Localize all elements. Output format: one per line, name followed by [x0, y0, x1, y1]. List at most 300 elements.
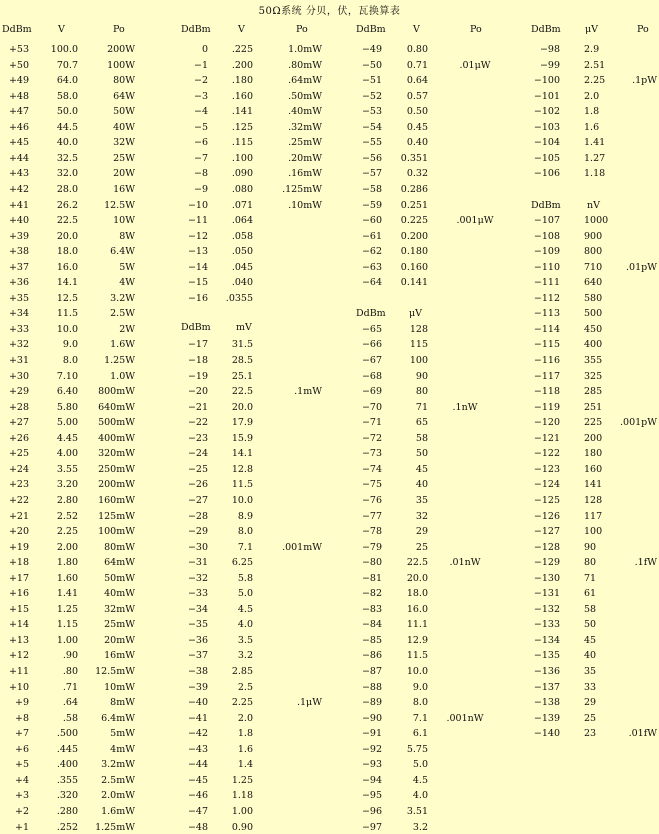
cell-dbm: −35: [187, 619, 208, 631]
cell-power: .001mW: [282, 541, 322, 553]
cell-voltage: .500: [56, 728, 78, 740]
col-header-po: Po: [296, 24, 308, 35]
cell-dbm: +37: [8, 261, 29, 273]
cell-voltage: 200: [584, 432, 603, 444]
cell-power: 500mW: [98, 417, 135, 429]
cell-dbm: +10: [8, 681, 29, 693]
cell-dbm: +34: [8, 308, 29, 320]
cell-voltage: 7.10: [56, 370, 78, 382]
cell-dbm: −67: [361, 355, 382, 366]
cell-dbm: +45: [8, 137, 29, 149]
cell-voltage: 1.41: [584, 137, 606, 149]
cell-dbm: −28: [187, 510, 208, 522]
cell-dbm: +28: [8, 401, 29, 413]
cell-voltage: 58: [584, 603, 597, 615]
cell-voltage: 29: [584, 697, 597, 709]
cell-dbm: −129: [533, 557, 560, 569]
cell-voltage: 128: [584, 494, 603, 506]
cell-voltage: 22.5: [56, 215, 78, 227]
col-header-dbm: DdBm: [531, 24, 561, 35]
cell-voltage: 32.0: [56, 168, 78, 180]
cell-dbm: −10: [187, 199, 208, 211]
cell-dbm: −47: [187, 805, 208, 817]
cell-dbm: +44: [8, 152, 29, 164]
cell-voltage: 18.0: [406, 588, 428, 600]
cell-dbm: −101: [533, 90, 560, 102]
cell-dbm: −99: [539, 59, 560, 71]
cell-power: 12.5W: [104, 199, 135, 211]
cell-voltage: 10.0: [56, 323, 78, 335]
cell-dbm: +6: [14, 743, 29, 755]
cell-power: 16W: [113, 183, 135, 195]
cell-power: 1.0W: [110, 370, 135, 382]
cell-voltage: 25: [415, 541, 428, 553]
cell-dbm: −90: [361, 712, 382, 724]
cell-voltage: 251: [584, 401, 603, 413]
cell-dbm: −78: [361, 526, 382, 538]
cell-voltage: 50.0: [56, 106, 78, 118]
cell-voltage: 100: [584, 526, 603, 538]
cell-power: .25mW: [288, 137, 322, 149]
cell-dbm: −14: [187, 261, 208, 273]
cell-dbm: −32: [187, 572, 208, 584]
cell-dbm: −61: [361, 230, 382, 242]
cell-voltage: 20.0: [56, 230, 78, 242]
cell-dbm: +23: [8, 479, 29, 491]
cell-dbm: +26: [8, 432, 29, 444]
cell-dbm: −21: [187, 401, 208, 413]
cell-voltage: .125: [231, 121, 253, 133]
cell-dbm: +22: [8, 494, 29, 506]
cell-dbm: −135: [533, 650, 560, 662]
cell-voltage: 1000: [584, 215, 609, 227]
cell-dbm: −1: [193, 59, 208, 71]
cell-voltage: 5.0: [237, 588, 253, 600]
cell-voltage: 0.57: [406, 90, 428, 102]
cell-dbm: −80: [361, 557, 382, 569]
cell-dbm: −2: [193, 75, 208, 87]
cell-power: 32mW: [104, 603, 135, 615]
cell-power: 5mW: [110, 728, 135, 740]
cell-voltage: .160: [231, 90, 253, 102]
cell-dbm: −131: [533, 588, 560, 600]
cell-dbm: −31: [187, 557, 208, 569]
cell-voltage: 0.180: [400, 246, 428, 258]
cell-dbm: −59: [361, 199, 382, 211]
cell-dbm: −56: [361, 152, 382, 164]
col-header-v: V: [58, 24, 65, 35]
cell-dbm: −140: [533, 728, 560, 740]
cell-dbm: −110: [533, 261, 560, 273]
cell-voltage: 180: [584, 448, 603, 460]
cell-dbm: −38: [187, 666, 208, 677]
cell-power: 6.4W: [110, 246, 135, 258]
cell-voltage: 25.1: [231, 370, 253, 382]
cell-voltage: 2.0: [237, 712, 253, 724]
cell-dbm: −73: [361, 448, 382, 460]
cell-voltage: .071: [231, 199, 253, 211]
cell-dbm: −9: [193, 183, 208, 195]
cell-voltage: 10.0: [406, 666, 428, 677]
cell-voltage: 1.41: [56, 588, 78, 600]
cell-power: 32W: [113, 137, 135, 149]
cell-power: 25mW: [104, 619, 135, 631]
cell-dbm: −58: [361, 183, 382, 195]
cell-dbm: −122: [533, 448, 560, 460]
cell-voltage: 325: [584, 370, 603, 382]
cell-dbm: +25: [8, 448, 29, 460]
cell-voltage: 5.8: [237, 572, 253, 584]
cell-voltage: 640: [584, 277, 603, 289]
cell-voltage: 3.55: [56, 463, 78, 475]
subheader-dbm: DdBm: [356, 308, 386, 320]
cell-dbm: +1: [14, 821, 29, 833]
cell-power: 8mW: [110, 697, 135, 709]
cell-voltage: 2.80: [56, 494, 78, 506]
cell-voltage: 2.51: [584, 59, 606, 71]
cell-dbm: −62: [361, 246, 382, 258]
cell-dbm: −26: [187, 479, 208, 491]
cell-voltage: 45: [415, 463, 428, 475]
cell-power: 12.5mW: [95, 666, 135, 677]
cell-voltage: 0.141: [400, 277, 428, 289]
cell-voltage: .400: [56, 759, 78, 771]
cell-dbm: −19: [187, 370, 208, 382]
cell-voltage: 4.5: [237, 603, 253, 615]
cell-voltage: 4.5: [412, 774, 428, 786]
cell-power: .50mW: [288, 90, 322, 102]
cell-power: 100mW: [98, 526, 135, 538]
cell-voltage: .141: [231, 106, 253, 118]
cell-dbm: +30: [8, 370, 29, 382]
cell-dbm: −53: [361, 106, 382, 118]
cell-dbm: −124: [533, 479, 560, 491]
cell-dbm: −70: [361, 401, 382, 413]
cell-power: 1.25mW: [95, 821, 135, 833]
cell-voltage: 0.251: [400, 199, 428, 211]
cell-dbm: −82: [361, 588, 382, 600]
cell-voltage: 0.286: [400, 183, 428, 195]
cell-dbm: +39: [8, 230, 29, 242]
cell-dbm: −5: [193, 121, 208, 133]
cell-voltage: 11.5: [231, 479, 253, 491]
cell-power: 250mW: [98, 463, 135, 475]
cell-voltage: 80: [584, 557, 597, 569]
cell-dbm: −127: [533, 526, 560, 538]
cell-dbm: −94: [361, 774, 382, 786]
cell-voltage: 23: [584, 728, 597, 740]
cell-dbm: −40: [187, 697, 208, 709]
cell-voltage: 3.5: [237, 634, 253, 646]
cell-voltage: 800: [584, 246, 603, 258]
cell-voltage: .80: [62, 666, 78, 677]
cell-power: 64W: [113, 90, 135, 102]
cell-voltage: 100.0: [50, 44, 78, 55]
cell-power: .80mW: [288, 59, 322, 71]
cell-voltage: 7.1: [412, 712, 428, 724]
cell-voltage: .200: [231, 59, 253, 71]
cell-dbm: +7: [14, 728, 29, 740]
cell-power: .32mW: [288, 121, 322, 133]
cell-voltage: 128: [409, 323, 428, 335]
cell-voltage: .445: [56, 743, 78, 755]
cell-dbm: −100: [533, 75, 560, 87]
cell-dbm: −42: [187, 728, 208, 740]
cell-dbm: −34: [187, 603, 208, 615]
cell-voltage: 0.225: [400, 215, 428, 227]
cell-power: 5W: [119, 261, 135, 273]
cell-voltage: 1.25: [231, 774, 253, 786]
cell-power: 40W: [113, 121, 135, 133]
cell-dbm: −125: [533, 494, 560, 506]
col-header-po: Po: [113, 24, 125, 35]
cell-dbm: −113: [533, 308, 560, 320]
cell-dbm: −48: [187, 821, 208, 833]
cell-voltage: 2.85: [231, 666, 253, 677]
cell-dbm: −12: [187, 230, 208, 242]
cell-dbm: +38: [8, 246, 29, 258]
cell-dbm: −11: [187, 215, 208, 227]
cell-dbm: −22: [187, 417, 208, 429]
cell-voltage: .045: [231, 261, 253, 273]
cell-power: .01nW: [449, 557, 481, 569]
cell-power: 2.5mW: [101, 774, 135, 786]
cell-power: 3.2W: [110, 292, 135, 304]
cell-voltage: 1.80: [56, 557, 78, 569]
cell-dbm: −132: [533, 603, 560, 615]
cell-voltage: 12.8: [231, 463, 253, 475]
cell-voltage: 16.0: [406, 603, 428, 615]
cell-voltage: 2.52: [56, 510, 78, 522]
cell-dbm: −75: [361, 479, 382, 491]
cell-dbm: −76: [361, 494, 382, 506]
col-header-po: Po: [470, 24, 482, 35]
cell-dbm: −51: [361, 75, 382, 87]
cell-voltage: 5.00: [56, 417, 78, 429]
cell-voltage: 12.5: [56, 292, 78, 304]
cell-dbm: −7: [193, 152, 208, 164]
cell-dbm: −87: [361, 666, 382, 677]
cell-dbm: −57: [361, 168, 382, 180]
cell-voltage: 6.1: [412, 728, 428, 740]
col-header-v: V: [413, 24, 420, 35]
cell-voltage: 1.8: [237, 728, 253, 740]
cell-dbm: +11: [8, 666, 29, 677]
cell-power: 50W: [113, 106, 135, 118]
cell-dbm: −65: [361, 323, 382, 335]
cell-dbm: −30: [187, 541, 208, 553]
cell-dbm: −91: [361, 728, 382, 740]
cell-dbm: +19: [8, 541, 29, 553]
cell-voltage: 90: [415, 370, 428, 382]
cell-power: 8W: [119, 230, 135, 242]
cell-power: .1fW: [634, 557, 657, 569]
cell-voltage: 71: [415, 401, 428, 413]
cell-voltage: 22.5: [231, 386, 253, 398]
cell-dbm: −89: [361, 697, 382, 709]
cell-dbm: −120: [533, 417, 560, 429]
cell-voltage: 1.25: [56, 603, 78, 615]
cell-power: 4mW: [110, 743, 135, 755]
cell-voltage: 40: [584, 650, 597, 662]
cell-dbm: −111: [533, 277, 560, 289]
cell-power: 125mW: [98, 510, 135, 522]
cell-dbm: −27: [187, 494, 208, 506]
col-header-v: μV: [585, 24, 599, 35]
cell-dbm: −36: [187, 634, 208, 646]
cell-dbm: +13: [8, 634, 29, 646]
col-header-dbm: DdBm: [181, 24, 211, 35]
cell-voltage: 44.5: [56, 121, 78, 133]
cell-voltage: 141: [584, 479, 603, 491]
cell-voltage: .90: [62, 650, 78, 662]
cell-voltage: .040: [231, 277, 253, 289]
cell-voltage: 50: [584, 619, 597, 631]
cell-dbm: +48: [8, 90, 29, 102]
cell-voltage: 1.8: [584, 106, 600, 118]
cell-voltage: .100: [231, 152, 253, 164]
cell-dbm: −139: [533, 712, 560, 724]
cell-dbm: −86: [361, 650, 382, 662]
cell-dbm: −72: [361, 432, 382, 444]
cell-voltage: 32: [415, 510, 428, 522]
cell-dbm: −81: [361, 572, 382, 584]
cell-voltage: .064: [231, 215, 253, 227]
cell-voltage: 500: [584, 308, 603, 320]
cell-voltage: 6.40: [56, 386, 78, 398]
cell-dbm: −45: [187, 774, 208, 786]
cell-voltage: 58.0: [56, 90, 78, 102]
cell-dbm: −102: [533, 106, 560, 118]
cell-power: .001nW: [446, 712, 484, 724]
cell-power: 200W: [107, 44, 135, 55]
cell-dbm: +21: [8, 510, 29, 522]
cell-voltage: 2.0: [584, 90, 600, 102]
cell-voltage: 4.0: [412, 790, 428, 802]
cell-dbm: +35: [8, 292, 29, 304]
cell-dbm: −20: [187, 386, 208, 398]
cell-dbm: −103: [533, 121, 560, 133]
cell-voltage: 31.5: [231, 339, 253, 351]
col-header-po: Po: [637, 24, 649, 35]
cell-voltage: 225: [584, 417, 603, 429]
subheader-mv: mV: [236, 321, 252, 333]
cell-power: 10W: [113, 215, 135, 227]
cell-voltage: 2.25: [231, 697, 253, 709]
cell-dbm: +27: [8, 417, 29, 429]
cell-voltage: .355: [56, 774, 78, 786]
cell-voltage: 10.0: [231, 494, 253, 506]
cell-dbm: −85: [361, 634, 382, 646]
cell-voltage: 900: [584, 230, 603, 242]
cell-voltage: .115: [231, 137, 253, 149]
cell-dbm: −106: [533, 168, 560, 180]
cell-power: 10mW: [104, 681, 135, 693]
cell-power: 400mW: [98, 432, 135, 444]
cell-dbm: +12: [8, 650, 29, 662]
cell-voltage: 7.1: [237, 541, 253, 553]
cell-power: .10mW: [288, 199, 322, 211]
cell-voltage: 32.5: [56, 152, 78, 164]
cell-power: 80mW: [104, 541, 135, 553]
cell-dbm: −43: [187, 743, 208, 755]
cell-voltage: 9.0: [62, 339, 78, 351]
cell-dbm: +50: [8, 59, 29, 71]
cell-dbm: −17: [187, 339, 208, 351]
cell-dbm: −18: [187, 355, 208, 366]
cell-voltage: 2.9: [584, 44, 600, 55]
cell-dbm: −41: [187, 712, 208, 724]
cell-dbm: +31: [8, 355, 29, 366]
cell-dbm: −93: [361, 759, 382, 771]
cell-dbm: +53: [8, 44, 29, 55]
cell-power: 640mW: [98, 401, 135, 413]
cell-dbm: +33: [8, 323, 29, 335]
cell-voltage: .0355: [225, 292, 253, 304]
cell-power: 2.5W: [110, 308, 135, 320]
cell-voltage: 0.50: [406, 106, 428, 118]
cell-dbm: −115: [533, 339, 560, 351]
cell-voltage: 18.0: [56, 246, 78, 258]
cell-voltage: 1.00: [231, 805, 253, 817]
cell-dbm: −108: [533, 230, 560, 242]
cell-dbm: −95: [361, 790, 382, 802]
cell-power: .1mW: [294, 386, 322, 398]
cell-power: .64mW: [288, 75, 322, 87]
cell-voltage: 115: [409, 339, 428, 351]
cell-dbm: −109: [533, 246, 560, 258]
page-title: 50Ω系统 分贝，伏，瓦换算表: [258, 6, 401, 17]
cell-dbm: +17: [8, 572, 29, 584]
cell-dbm: −52: [361, 90, 382, 102]
cell-dbm: −126: [533, 510, 560, 522]
cell-voltage: 80: [415, 386, 428, 398]
cell-power: 1.6mW: [101, 805, 135, 817]
cell-voltage: 8.0: [412, 697, 428, 709]
cell-power: .16mW: [288, 168, 322, 180]
cell-voltage: 16.0: [56, 261, 78, 273]
cell-dbm: −77: [361, 510, 382, 522]
cell-power: 1.6W: [110, 339, 135, 351]
cell-voltage: 1.18: [231, 790, 253, 802]
cell-power: 100W: [107, 59, 135, 71]
cell-dbm: −71: [361, 417, 382, 429]
cell-voltage: 0.45: [406, 121, 428, 133]
col-header-v: V: [238, 24, 245, 35]
cell-voltage: 15.9: [231, 432, 253, 444]
cell-voltage: .252: [56, 821, 78, 833]
cell-voltage: 58: [415, 432, 428, 444]
cell-power: 320mW: [98, 448, 135, 460]
cell-voltage: 29: [415, 526, 428, 538]
cell-voltage: 25: [584, 712, 597, 724]
cell-dbm: +9: [14, 697, 29, 709]
cell-dbm: −3: [193, 90, 208, 102]
subheader-nv: nV: [587, 199, 600, 211]
cell-dbm: −4: [193, 106, 208, 118]
cell-power: 3.2mW: [101, 759, 135, 771]
cell-voltage: 33: [584, 681, 597, 693]
cell-power: 20W: [113, 168, 135, 180]
cell-voltage: 0.160: [400, 261, 428, 273]
cell-dbm: −107: [533, 215, 560, 227]
cell-voltage: 1.15: [56, 619, 78, 631]
cell-dbm: −16: [187, 292, 208, 304]
cell-voltage: .050: [231, 246, 253, 258]
cell-dbm: +36: [8, 277, 29, 289]
cell-voltage: 11.5: [406, 650, 428, 662]
cell-voltage: .280: [56, 805, 78, 817]
